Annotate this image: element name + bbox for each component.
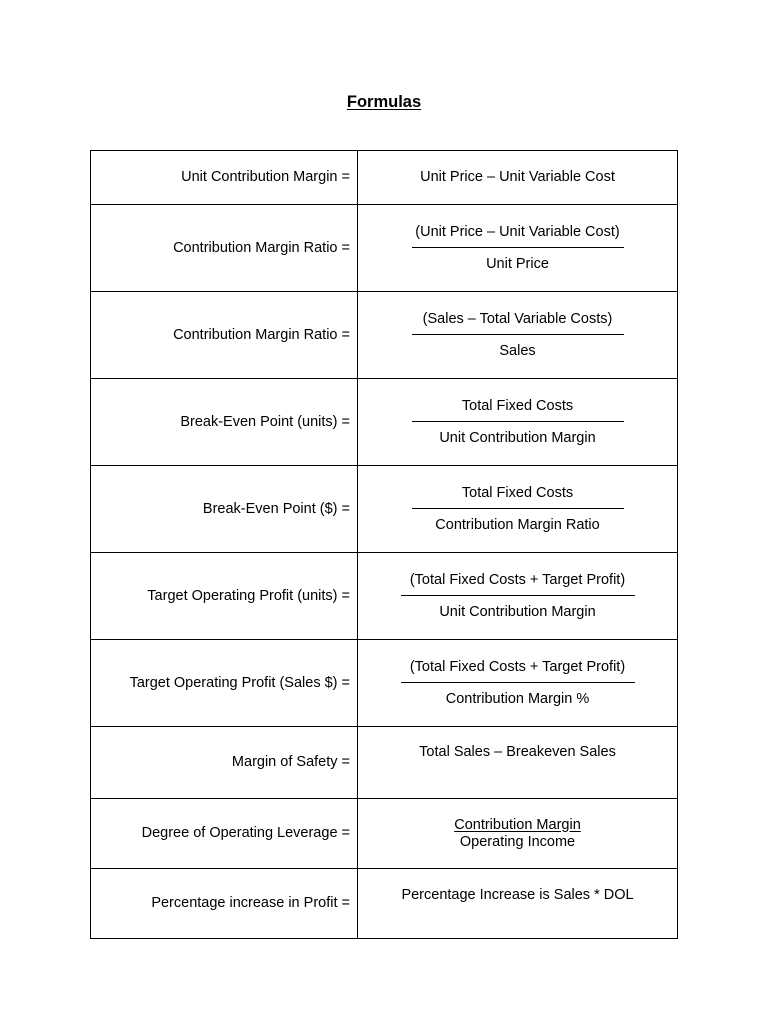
table-row [91,553,678,640]
fraction-numerator: (Total Fixed Costs + Target Profit) [401,572,635,596]
formula-label: Break-Even Point (units) = [91,379,358,466]
fraction [454,817,581,851]
fraction [401,659,635,708]
table-row [91,466,678,553]
formula-expression: Percentage Increase is Sales * DOL [401,887,634,903]
fraction [412,485,624,534]
fraction-denominator: Sales [499,342,536,359]
table-row [91,799,678,869]
fraction [401,572,635,621]
table-row [91,869,678,939]
formula-label: Degree of Operating Leverage = [91,799,358,869]
fraction-denominator: Operating Income [459,833,576,850]
formula-expression: Total Sales – Breakeven Sales [419,744,616,760]
formula-expression: Unit Price – Unit Variable Cost [358,151,678,205]
fraction [412,398,624,447]
formula-label: Margin of Safety = [91,727,358,799]
table-row [91,151,678,205]
table-row [91,379,678,466]
fraction-denominator: Unit Contribution Margin [439,429,596,446]
formula-expression-cell [358,869,678,939]
table-row [91,640,678,727]
fraction-numerator: Total Fixed Costs [412,398,624,422]
fraction-numerator: Contribution Margin [454,816,581,833]
formula-fraction-cell [358,466,678,553]
formula-label: Percentage increase in Profit = [91,869,358,939]
formula-label: Break-Even Point ($) = [91,466,358,553]
fraction-numerator: Total Fixed Costs [412,485,624,509]
formula-fraction-cell [358,640,678,727]
page-title: Formulas [346,93,422,111]
formula-fraction-cell [358,553,678,640]
fraction-denominator: Contribution Margin % [445,690,590,707]
formula-fraction-cell [358,799,678,869]
formula-label: Target Operating Profit (units) = [91,553,358,640]
table-row [91,292,678,379]
fraction [412,311,624,360]
fraction [412,224,624,273]
formula-fraction-cell [358,292,678,379]
formulas-table [90,150,678,939]
fraction-denominator: Unit Contribution Margin [439,603,596,620]
formula-fraction-cell [358,205,678,292]
formula-label: Target Operating Profit (Sales $) = [91,640,358,727]
formula-label: Unit Contribution Margin = [91,151,358,205]
formula-expression-cell [358,727,678,799]
fraction-numerator: (Unit Price – Unit Variable Cost) [412,224,624,248]
fraction-denominator: Unit Price [486,255,549,272]
formula-label: Contribution Margin Ratio = [91,205,358,292]
table-row [91,205,678,292]
formula-fraction-cell [358,379,678,466]
table-row [91,727,678,799]
formula-label: Contribution Margin Ratio = [91,292,358,379]
fraction-numerator: (Sales – Total Variable Costs) [412,311,624,335]
fraction-denominator: Contribution Margin Ratio [435,516,600,533]
fraction-numerator: (Total Fixed Costs + Target Profit) [401,659,635,683]
